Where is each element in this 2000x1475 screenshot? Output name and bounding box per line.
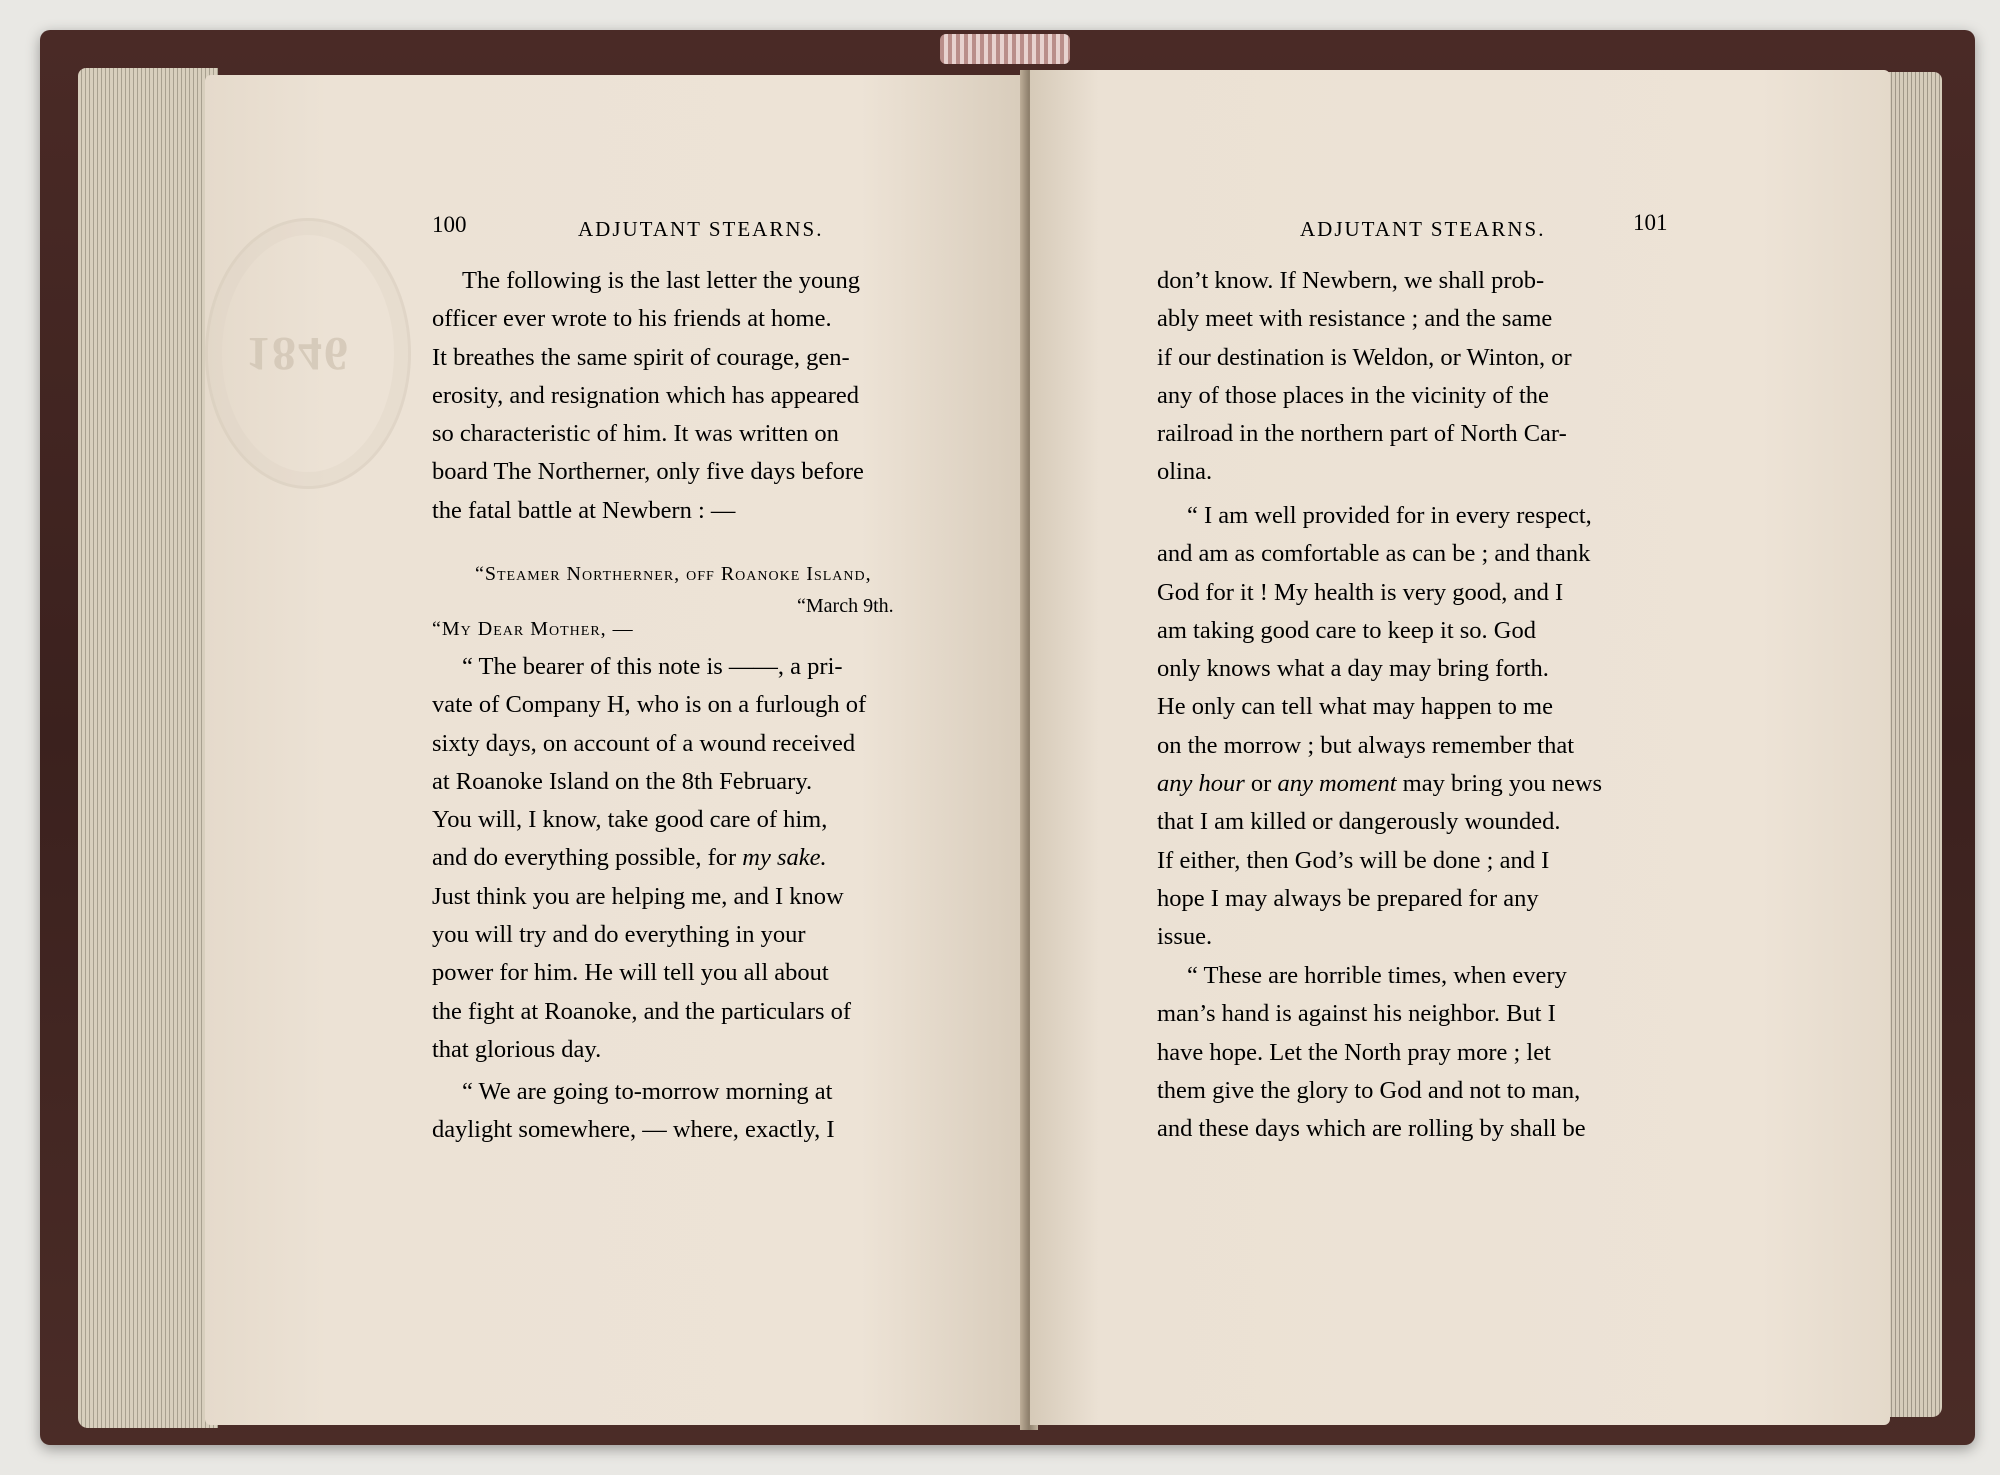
- text-line: at Roanoke Island on the 8th February.: [432, 767, 813, 795]
- text-line: It breathes the same spirit of courage, gen-: [432, 343, 850, 371]
- text-line: You will, I know, take good care of him,: [432, 806, 828, 834]
- right-letter-paragraph-3: [1157, 957, 1679, 1148]
- letter-date: “March 9th.: [797, 595, 894, 617]
- text-line: power for him. He will tell you all about: [432, 959, 829, 987]
- text-line: “ The bearer of this note is ——, a pri-: [462, 653, 843, 680]
- italic-text: my sake.: [742, 844, 827, 872]
- book-headband: [940, 34, 1070, 64]
- page-number-right: 101: [1633, 210, 1668, 235]
- text-line: [1157, 765, 1679, 803]
- left-letter-paragraph-2: [432, 1073, 956, 1150]
- right-letter-paragraph-2: [1157, 497, 1679, 957]
- text-line: don’t know. If Newbern, we shall prob-: [1157, 267, 1545, 294]
- text-line: the fatal battle at Newbern : —: [432, 496, 736, 524]
- text-line: and these days which are rolling by shall be: [1157, 1115, 1586, 1143]
- italic-text: any hour: [1157, 770, 1245, 798]
- text-line: you will try and do everything in your: [432, 921, 806, 949]
- text-span: may bring you news: [1396, 770, 1603, 798]
- text-line: and am as comfortable as can be ; and thank: [1157, 540, 1591, 568]
- stamp-year: 1846: [246, 327, 350, 380]
- text-line: if our destination is Weldon, or Winton, or: [1157, 343, 1572, 371]
- italic-text: any moment: [1277, 770, 1397, 798]
- text-span: and do everything possible, for: [432, 844, 743, 872]
- text-line: The following is the last letter the young: [462, 267, 861, 294]
- text-line: man’s hand is against his neighbor. But I: [1157, 1000, 1556, 1028]
- left-letter-paragraph-1: [432, 648, 956, 1069]
- letter-salutation: “My Dear Mother, —: [432, 618, 634, 640]
- text-line: Just think you are helping me, and I know: [432, 882, 844, 910]
- text-line: [432, 839, 956, 877]
- text-line: ably meet with resistance ; and the same: [1157, 305, 1553, 333]
- text-line: board The Northerner, only five days before: [432, 458, 864, 486]
- text-line: olina.: [1157, 458, 1213, 486]
- text-line: “ I am well provided for in every respect,: [1187, 502, 1592, 529]
- text-line: only knows what a day may bring forth.: [1157, 655, 1549, 683]
- right-letter-paragraph-1: [1157, 262, 1679, 492]
- text-line: daylight somewhere, — where, exactly, I: [432, 1116, 835, 1144]
- running-head-left: ADJUTANT STEARNS.: [578, 217, 824, 241]
- letter-location: “Steamer Northerner, off Roanoke Island,: [475, 563, 872, 585]
- text-line: on the morrow ; but always remember that: [1157, 731, 1575, 759]
- text-line: God for it ! My health is very good, and I: [1157, 578, 1564, 606]
- text-line: that glorious day.: [432, 1035, 602, 1063]
- text-line: “ These are horrible times, when every: [1187, 962, 1567, 989]
- text-line: any of those places in the vicinity of the: [1157, 381, 1549, 409]
- text-line: If either, then God’s will be done ; and I: [1157, 846, 1550, 874]
- text-line: erosity, and resignation which has appeared: [432, 381, 860, 409]
- text-line: issue.: [1157, 923, 1213, 951]
- text-line: railroad in the northern part of North Car-: [1157, 420, 1567, 448]
- text-line: so characteristic of him. It was written on: [432, 420, 839, 448]
- left-intro-paragraph: [432, 262, 956, 530]
- text-line: sixty days, on account of a wound received: [432, 729, 856, 757]
- text-line: hope I may always be prepared for any: [1157, 884, 1539, 912]
- page-number-left: 100: [432, 212, 467, 237]
- text-line: vate of Company H, who is on a furlough of: [432, 691, 867, 719]
- text-line: He only can tell what may happen to me: [1157, 693, 1553, 721]
- text-line: am taking good care to keep it so. God: [1157, 616, 1536, 644]
- text-line: officer ever wrote to his friends at home.: [432, 305, 832, 333]
- text-line: have hope. Let the North pray more ; let: [1157, 1038, 1551, 1066]
- text-line: “ We are going to-morrow morning at: [462, 1078, 833, 1105]
- library-blind-stamp: [205, 218, 411, 489]
- page-edges-left: [78, 68, 218, 1428]
- text-span: or: [1244, 770, 1278, 798]
- text-line: that I am killed or dangerously wounded.: [1157, 808, 1561, 836]
- text-line: them give the glory to God and not to man,: [1157, 1076, 1581, 1104]
- running-head-right: ADJUTANT STEARNS.: [1300, 217, 1546, 241]
- text-line: the fight at Roanoke, and the particulars of: [432, 997, 852, 1025]
